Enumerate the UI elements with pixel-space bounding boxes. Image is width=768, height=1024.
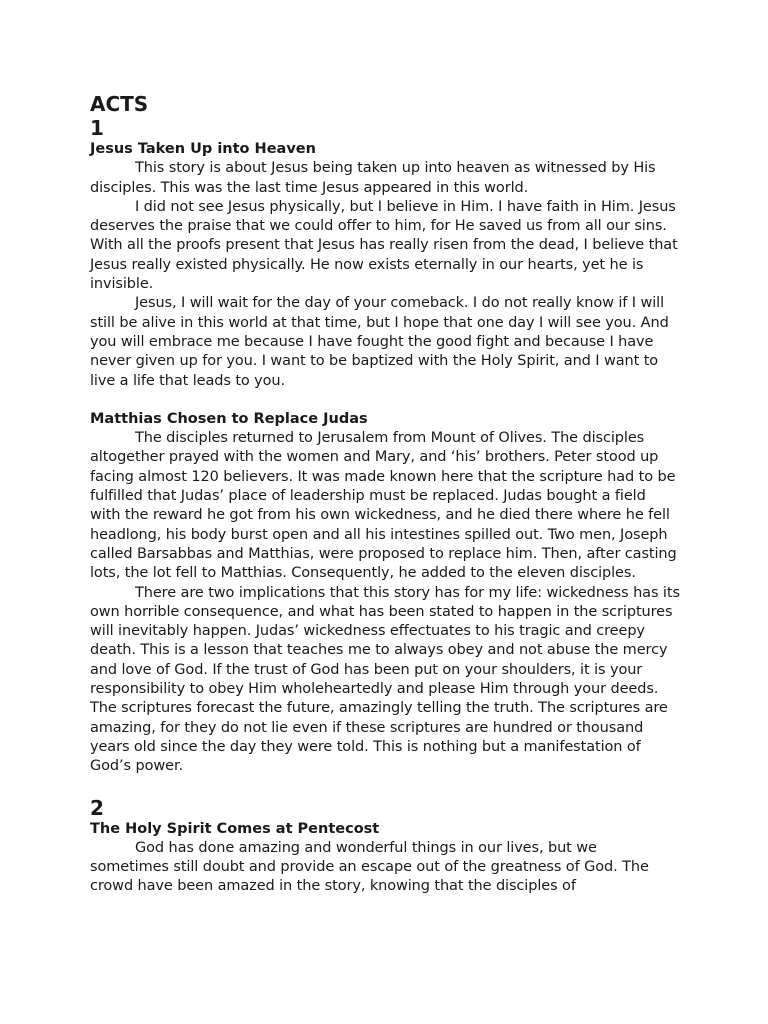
chapter-1 bbox=[90, 116, 680, 777]
chapter-number: 1 bbox=[90, 116, 104, 140]
book-title: ACTS bbox=[90, 92, 149, 116]
section-holy-spirit-pentecost bbox=[90, 820, 680, 897]
section-heading: Jesus Taken Up into Heaven bbox=[90, 141, 316, 157]
section-heading: Matthias Chosen to Replace Judas bbox=[90, 410, 368, 427]
paragraph: I did not see Jesus physically, but I believe in Him. I have faith in Him. Jesus deserves the praise that we could offer to him, for He saved us from all our sins. With all the proofs present that Jesus has really risen from the dead, I believe that Jesus really existed physically. He now exists eternally in our hearts, yet he is invisible. bbox=[90, 198, 678, 293]
chapter-2 bbox=[90, 796, 680, 897]
section-heading: The Holy Spirit Comes at Pentecost bbox=[90, 820, 380, 837]
paragraph: This story is about Jesus being taken up into heaven as witnessed by His disciples. This was the last time Jesus appeared in this world. bbox=[90, 160, 656, 196]
paragraph: God has done amazing and wonderful things in our lives, but we sometimes still doubt and provide an escape out of the greatness of God. The crowd have been amazed in the story, knowing that the disciples of bbox=[90, 839, 649, 895]
spacer bbox=[90, 391, 680, 410]
spacer bbox=[90, 777, 680, 796]
paragraph: Jesus, I will wait for the day of your comeback. I do not really know if I will still be alive in this world at that time, but I hope that one day I will see you. And you will embrace me because I have fought the good fight and because I have never given up for you. I want to be baptized with the Holy Spirit, and I want to live a life that leads to you. bbox=[90, 295, 669, 389]
paragraph: There are two implications that this story has for my life: wickedness has its own horrible consequence, and what has been stated to happen in the scriptures will inevitably happen. Judas’ wickedness effectuates to his tragic and creepy death. This is a lesson that teaches me to always obey and not abuse the mercy and love of God. If the trust of God has been put on your shoulders, it is your responsibility to obey Him wholeheartedly and please Him through your deeds. The scriptures forecast the future, amazingly telling the truth. The scriptures are amazing, for they do not lie even if these scriptures are hundred or thousand years old since the day they were told. This is nothing but a manifestation of God’s power. bbox=[90, 584, 680, 775]
paragraph: The disciples returned to Jerusalem from Mount of Olives. The disciples altogether prayed with the women and Mary, and ‘his’ brothers. Peter stood up facing almost 120 believers. It was made known here that the scripture had to be fulfilled that Judas’ place of leadership must be replaced. Judas bought a field with the reward he got from his own wickedness, and he died there where he fell headlong, his body burst open and all his intestines spilled out. Two men, Joseph called Barsabbas and Matthias, were proposed to replace him. Then, after casting lots, the lot fell to Matthias. Consequently, he added to the eleven disciples. bbox=[90, 430, 677, 582]
chapter-number: 2 bbox=[90, 795, 104, 820]
section-matthias-chosen bbox=[90, 410, 680, 777]
section-jesus-taken-up bbox=[90, 140, 680, 391]
document-page bbox=[90, 92, 680, 897]
